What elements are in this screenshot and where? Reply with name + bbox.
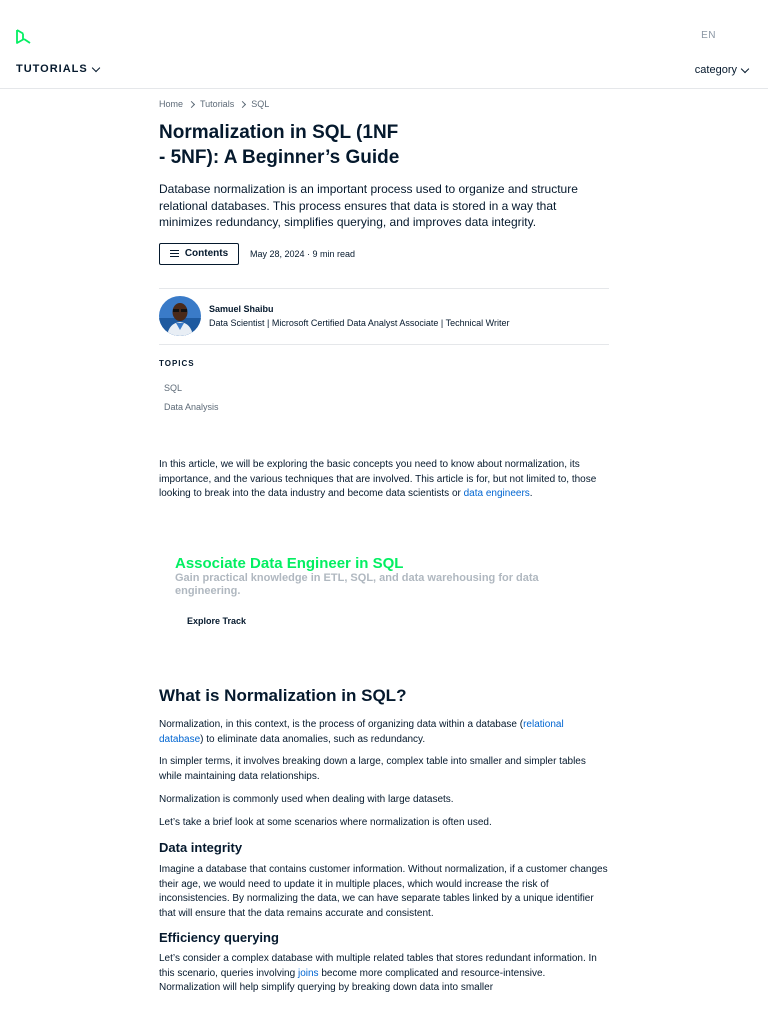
p1-text-end: ) to eliminate data anomalies, such as redundancy. xyxy=(200,733,426,745)
relational-database-link[interactable]: relational database xyxy=(159,719,564,745)
author-title: Data Scientist | Microsoft Certified Data Analyst Associate | Technical Writer xyxy=(209,318,510,328)
author-name[interactable]: Samuel Shaibu xyxy=(209,304,274,314)
breadcrumb-sql[interactable]: SQL xyxy=(251,99,270,109)
intro-paragraph xyxy=(159,458,609,502)
chevron-down-icon xyxy=(92,63,100,71)
section-heading: What is Normalization in SQL? xyxy=(159,686,407,705)
divider xyxy=(159,344,609,345)
promo-card xyxy=(175,555,595,629)
tutorials-menu-label: TUTORIALS xyxy=(16,63,88,75)
category-menu[interactable] xyxy=(695,64,748,76)
site-header xyxy=(0,0,768,89)
topic-data-analysis[interactable]: Data Analysis xyxy=(164,401,219,412)
intro-end: . xyxy=(529,488,533,499)
section-paragraph xyxy=(159,718,609,747)
chevron-right-icon xyxy=(188,100,195,107)
avatar-image xyxy=(159,296,201,336)
article-lead: Database normalization is an important process used to organize and structure relational databases. This process ensures that data is stored in a way that minimizes redundancy, simplifies querying, and improves data integrity. xyxy=(159,182,578,229)
contents-button[interactable] xyxy=(159,243,239,265)
promo-title[interactable]: Associate Data Engineer in SQL xyxy=(175,555,404,572)
author-card xyxy=(159,289,609,344)
efficiency-text-end: become more complicated and resource-intensive. Normalization will help simplify querying by breaking down data into smaller xyxy=(159,967,546,993)
tutorials-menu[interactable] xyxy=(16,63,99,75)
list-icon xyxy=(170,250,179,257)
chevron-down-icon xyxy=(741,64,749,72)
datacamp-logo-icon[interactable] xyxy=(14,28,32,46)
article-meta xyxy=(159,242,609,266)
author-info xyxy=(209,304,509,328)
section-paragraph: In simpler terms, it involves breaking down a large, complex table into smaller and simpler tables while maintaining data relationships. xyxy=(159,756,586,782)
topic-sql[interactable]: SQL xyxy=(164,382,183,393)
contents-button-label: Contents xyxy=(184,248,229,259)
section-paragraph: Normalization is commonly used when dealing with large datasets. xyxy=(159,794,454,805)
intro-text: In this article, we will be exploring the basic concepts you need to know about normalization, its importance, and the various techniques that are involved. This article is for, but not limited to, those looking to break into the data industry and become data scientists or xyxy=(159,459,597,499)
avatar[interactable] xyxy=(159,296,201,336)
language-selector[interactable]: EN xyxy=(701,30,716,41)
breadcrumb-tutorials[interactable]: Tutorials xyxy=(200,99,235,109)
page-title: Normalization in SQL (1NF - 5NF): A Beginner’s Guide xyxy=(159,122,400,168)
data-engineers-link[interactable]: data engineers xyxy=(463,488,530,499)
section-paragraph: Let’s take a brief look at some scenarios where normalization is often used. xyxy=(159,817,492,828)
category-menu-label: category xyxy=(694,64,737,76)
subsection-heading-efficiency-querying: Efficiency querying xyxy=(159,930,279,945)
publish-date: May 28, 2024 · 9 min read xyxy=(250,248,356,259)
breadcrumb xyxy=(159,98,609,110)
explore-track-button[interactable]: Explore Track xyxy=(187,616,247,626)
section-paragraph: Imagine a database that contains customer information. Without normalization, if a customer changes their age, we would need to update it in multiple places, which would increase the risk of inconsistencies. By normalizing the data, we can have separate tables linked by a unique identifier that will ensure that the data remains accurate and consistent. xyxy=(159,864,608,919)
promo-subtitle: Gain practical knowledge in ETL, SQL, and data warehousing for data engineering. xyxy=(175,572,539,597)
breadcrumb-home[interactable]: Home xyxy=(159,99,184,109)
topics-heading: TOPICS xyxy=(159,358,195,368)
p1-text: Normalization, in this context, is the process of organizing data within a database ( xyxy=(159,719,524,730)
section-paragraph xyxy=(159,952,609,996)
subsection-heading-data-integrity: Data integrity xyxy=(159,840,243,855)
chevron-right-icon xyxy=(239,100,246,107)
article-header xyxy=(159,98,609,412)
joins-link[interactable]: joins xyxy=(297,967,319,979)
efficiency-text: Let’s consider a complex database with multiple related tables that stores redundant information. In this scenario, queries involving xyxy=(159,953,597,979)
